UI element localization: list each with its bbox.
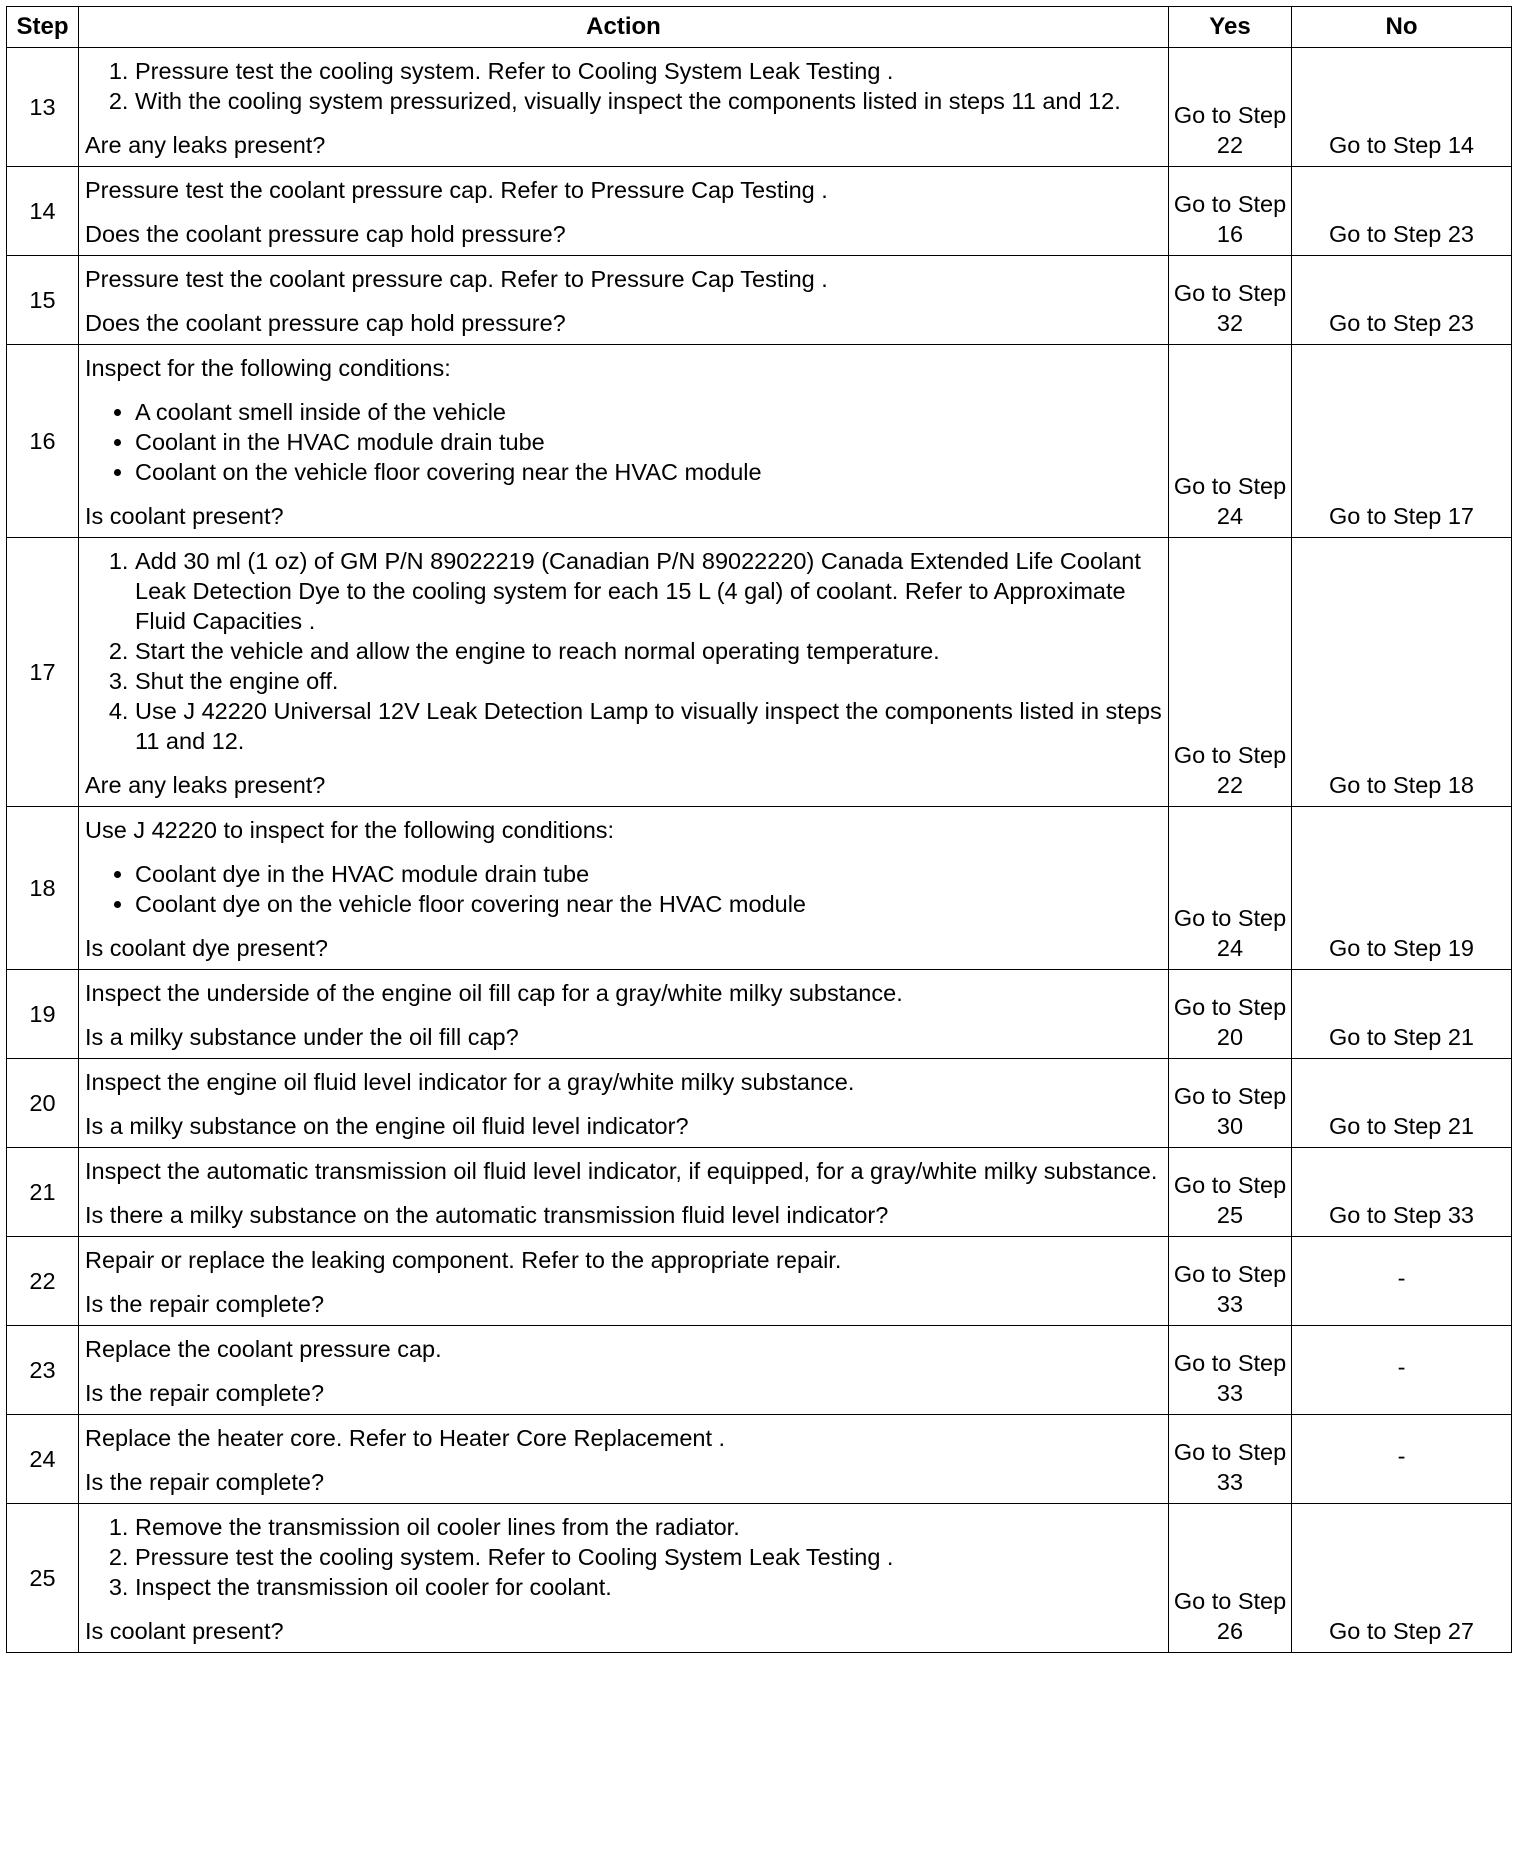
action-cell [79, 1326, 1169, 1415]
yes-result: Go to Step 16 [1169, 167, 1292, 256]
question-text: Is there a milky substance on the automatic transmission fluid level indicator? [85, 1202, 889, 1228]
yes-result: Go to Step 33 [1169, 1326, 1292, 1415]
table-body [7, 48, 1512, 1653]
table-row [7, 256, 1512, 345]
question-text: Does the coolant pressure cap hold pressure? [85, 221, 566, 247]
procedure-list [85, 1512, 1162, 1602]
table-row [7, 345, 1512, 538]
question-text: Is a milky substance on the engine oil fluid level indicator? [85, 1113, 689, 1139]
action-cell [79, 1148, 1169, 1237]
question-text: Is coolant dye present? [85, 935, 328, 961]
no-result: Go to Step 23 [1292, 256, 1512, 345]
step-number: 20 [7, 1059, 79, 1148]
table-row [7, 167, 1512, 256]
yes-result: Go to Step 24 [1169, 807, 1292, 970]
instruction-text: Replace the heater core. Refer to Heater Core Replacement . [85, 1425, 726, 1451]
instruction-text: Use J 42220 to inspect for the following conditions: [85, 817, 615, 843]
instruction-text: Inspect for the following conditions: [85, 355, 451, 381]
list-item: 2. With the cooling system pressurized, visually inspect the components listed in steps 11 and 12. [135, 86, 1162, 116]
action-cell [79, 970, 1169, 1059]
no-result: Go to Step 21 [1292, 1059, 1512, 1148]
table-row [7, 1326, 1512, 1415]
no-result: Go to Step 23 [1292, 167, 1512, 256]
step-number: 21 [7, 1148, 79, 1237]
yes-result: Go to Step 33 [1169, 1237, 1292, 1326]
yes-result: Go to Step 32 [1169, 256, 1292, 345]
table-row [7, 1237, 1512, 1326]
header-action: Action [79, 7, 1169, 48]
step-number: 25 [7, 1504, 79, 1653]
table-row [7, 48, 1512, 167]
action-cell [79, 256, 1169, 345]
action-cell [79, 1504, 1169, 1653]
table-row [7, 1504, 1512, 1653]
action-cell [79, 167, 1169, 256]
yes-result: Go to Step 26 [1169, 1504, 1292, 1653]
list-item: • Coolant in the HVAC module drain tube [135, 427, 1162, 457]
instruction-text: Inspect the automatic transmission oil fluid level indicator, if equipped, for a gray/white milky substance. [85, 1158, 1158, 1184]
list-item: 3. Inspect the transmission oil cooler for coolant. [135, 1572, 1162, 1602]
question-text: Is the repair complete? [85, 1291, 325, 1317]
yes-result: Go to Step 25 [1169, 1148, 1292, 1237]
no-result: - [1292, 1326, 1512, 1415]
step-number: 19 [7, 970, 79, 1059]
procedure-list [85, 546, 1162, 756]
question-text: Does the coolant pressure cap hold pressure? [85, 310, 566, 336]
step-number: 22 [7, 1237, 79, 1326]
action-cell [79, 1415, 1169, 1504]
action-cell [79, 807, 1169, 970]
list-item: 4. Use J 42220 Universal 12V Leak Detection Lamp to visually inspect the components listed in steps 11 and 12. [135, 696, 1162, 756]
question-text: Is coolant present? [85, 503, 284, 529]
table-row [7, 1059, 1512, 1148]
no-result: Go to Step 27 [1292, 1504, 1512, 1653]
no-result: Go to Step 14 [1292, 48, 1512, 167]
list-item: 2. Pressure test the cooling system. Refer to Cooling System Leak Testing . [135, 1542, 1162, 1572]
yes-result: Go to Step 24 [1169, 345, 1292, 538]
header-no: No [1292, 7, 1512, 48]
yes-result: Go to Step 33 [1169, 1415, 1292, 1504]
yes-result: Go to Step 22 [1169, 538, 1292, 807]
instruction-text: Pressure test the coolant pressure cap. Refer to Pressure Cap Testing . [85, 266, 828, 292]
list-item: 3. Shut the engine off. [135, 666, 1162, 696]
yes-result: Go to Step 22 [1169, 48, 1292, 167]
diagnostic-table-container [6, 6, 1511, 1653]
diagnostic-table [6, 6, 1512, 1653]
no-result: Go to Step 33 [1292, 1148, 1512, 1237]
list-item: • Coolant dye in the HVAC module drain tube [135, 859, 1162, 889]
list-item: 1. Pressure test the cooling system. Refer to Cooling System Leak Testing . [135, 56, 1162, 86]
table-row [7, 1148, 1512, 1237]
list-item: 2. Start the vehicle and allow the engine to reach normal operating temperature. [135, 636, 1162, 666]
instruction-text: Inspect the underside of the engine oil fill cap for a gray/white milky substance. [85, 980, 903, 1006]
table-row [7, 1415, 1512, 1504]
instruction-text: Repair or replace the leaking component. Refer to the appropriate repair. [85, 1247, 842, 1273]
no-result: - [1292, 1415, 1512, 1504]
instruction-text: Inspect the engine oil fluid level indicator for a gray/white milky substance. [85, 1069, 855, 1095]
question-text: Are any leaks present? [85, 772, 326, 798]
table-row [7, 807, 1512, 970]
list-item: 1. Remove the transmission oil cooler lines from the radiator. [135, 1512, 1162, 1542]
action-cell [79, 345, 1169, 538]
procedure-list [85, 56, 1162, 116]
step-number: 18 [7, 807, 79, 970]
instruction-text: Replace the coolant pressure cap. [85, 1336, 442, 1362]
no-result: Go to Step 21 [1292, 970, 1512, 1059]
step-number: 15 [7, 256, 79, 345]
step-number: 23 [7, 1326, 79, 1415]
no-result: Go to Step 19 [1292, 807, 1512, 970]
step-number: 16 [7, 345, 79, 538]
action-cell [79, 1059, 1169, 1148]
condition-list [85, 859, 1162, 919]
question-text: Is the repair complete? [85, 1469, 325, 1495]
header-step: Step [7, 7, 79, 48]
list-item: • Coolant on the vehicle floor covering near the HVAC module [135, 457, 1162, 487]
list-item: • Coolant dye on the vehicle floor covering near the HVAC module [135, 889, 1162, 919]
step-number: 13 [7, 48, 79, 167]
question-text: Is coolant present? [85, 1618, 284, 1644]
question-text: Is a milky substance under the oil fill cap? [85, 1024, 519, 1050]
action-cell [79, 1237, 1169, 1326]
yes-result: Go to Step 30 [1169, 1059, 1292, 1148]
table-row [7, 538, 1512, 807]
header-row [7, 7, 1512, 48]
action-cell [79, 48, 1169, 167]
yes-result: Go to Step 20 [1169, 970, 1292, 1059]
no-result: Go to Step 18 [1292, 538, 1512, 807]
step-number: 17 [7, 538, 79, 807]
instruction-text: Pressure test the coolant pressure cap. Refer to Pressure Cap Testing . [85, 177, 828, 203]
question-text: Are any leaks present? [85, 132, 326, 158]
no-result: - [1292, 1237, 1512, 1326]
step-number: 24 [7, 1415, 79, 1504]
table-row [7, 970, 1512, 1059]
condition-list [85, 397, 1162, 487]
list-item: • A coolant smell inside of the vehicle [135, 397, 1162, 427]
no-result: Go to Step 17 [1292, 345, 1512, 538]
step-number: 14 [7, 167, 79, 256]
header-yes: Yes [1169, 7, 1292, 48]
question-text: Is the repair complete? [85, 1380, 325, 1406]
action-cell [79, 538, 1169, 807]
list-item: 1. Add 30 ml (1 oz) of GM P/N 89022219 (Canadian P/N 89022220) Canada Extended Life Coolant Leak Detection Dye to the cooling system for each 15 L (4 gal) of coolant. Refer to Approximate Fluid Capacities . [135, 546, 1162, 636]
